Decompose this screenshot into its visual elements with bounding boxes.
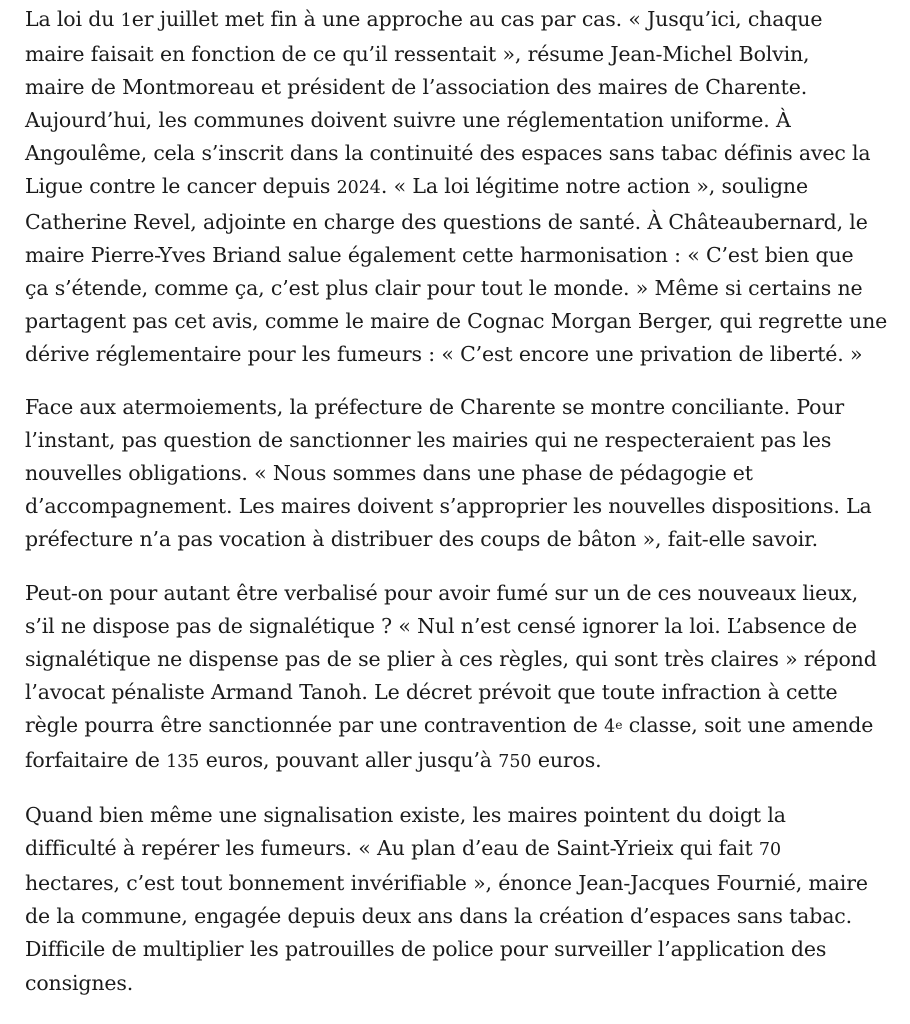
text-line: Catherine Revel, adjointe en charge des questions de santé. À Châteaubernard, le	[25, 209, 868, 234]
text-line: forfaitaire de 135 euros, pouvant aller jusqu’à 750 euros.	[25, 747, 602, 772]
text-line: ça s’étende, comme ça, c’est plus clair pour tout le monde. » Même si certains ne	[25, 275, 863, 300]
text-line: Peut-on pour autant être verbalisé pour avoir fumé sur un de ces nouveaux lieux,	[25, 580, 858, 605]
text-line: maire Pierre-Yves Briand salue également cette harmonisation : « C’est bien que	[25, 242, 854, 267]
text-line: La loi du 1er juillet met fin à une approche au cas par cas. « Jusqu’ici, chaque	[25, 7, 823, 31]
article-body	[25, 3, 901, 1020]
text-line: hectares, c’est tout bonnement invérifiable », énonce Jean-Jacques Fournié, maire	[25, 871, 868, 896]
text-line: règle pourra être sanctionnée par une contravention de 4e classe, soit une amende	[25, 712, 874, 737]
text-line: nouvelles obligations. « Nous sommes dans une phase de pédagogie et	[25, 461, 753, 486]
text-line: Difficile de multiplier les patrouilles de police pour surveiller l’application des	[25, 937, 827, 962]
text-line: difficulté à repérer les fumeurs. « Au plan d’eau de Saint-Yrieix qui fait 70	[25, 836, 782, 861]
paragraph-3	[25, 577, 901, 780]
text-line: préfecture n’a pas vocation à distribuer des coups de bâton », fait-elle savoir.	[25, 527, 818, 552]
text-line: consignes.	[25, 970, 134, 995]
text-line: de la commune, engagée depuis deux ans dans la création d’espaces sans tabac.	[25, 904, 852, 929]
paragraph-2	[25, 391, 901, 556]
text-line: l’avocat pénaliste Armand Tanoh. Le décret prévoit que toute infraction à cette	[25, 679, 838, 704]
text-line: Angoulême, cela s’inscrit dans la continuité des espaces sans tabac définis avec la	[25, 141, 871, 166]
text-line: dérive réglementaire pour les fumeurs : « C’est encore une privation de liberté. »	[25, 341, 863, 366]
text-line: partagent pas cet avis, comme le maire de Cognac Morgan Berger, qui regrette une	[25, 308, 888, 333]
text-line: Face aux atermoiements, la préfecture de Charente se montre conciliante. Pour	[25, 395, 845, 420]
paragraph-1	[25, 3, 901, 371]
text-line: Ligue contre le cancer depuis 2024. « La loi légitime notre action », souligne	[25, 174, 808, 199]
text-line: Quand bien même une signalisation existe, les maires pointent du doigt la	[25, 803, 786, 828]
text-line: maire de Montmoreau et président de l’association des maires de Charente.	[25, 75, 808, 100]
text-line: d’accompagnement. Les maires doivent s’approprier les nouvelles dispositions. La	[25, 494, 872, 519]
text-line: maire faisait en fonction de ce qu’il ressentait », résume Jean-Michel Bolvin,	[25, 42, 810, 67]
paragraph-4	[25, 799, 901, 1000]
text-line: Aujourd’hui, les communes doivent suivre une réglementation uniforme. À	[25, 108, 791, 133]
text-line: s’il ne dispose pas de signalétique ? « Nul n’est censé ignorer la loi. L’absence de	[25, 613, 857, 638]
text-line: l’instant, pas question de sanctionner les mairies qui ne respecteraient pas les	[25, 428, 832, 453]
text-line: signalétique ne dispense pas de se plier à ces règles, qui sont très claires » répond	[25, 646, 877, 671]
ordinal-superscript: e	[615, 717, 623, 732]
